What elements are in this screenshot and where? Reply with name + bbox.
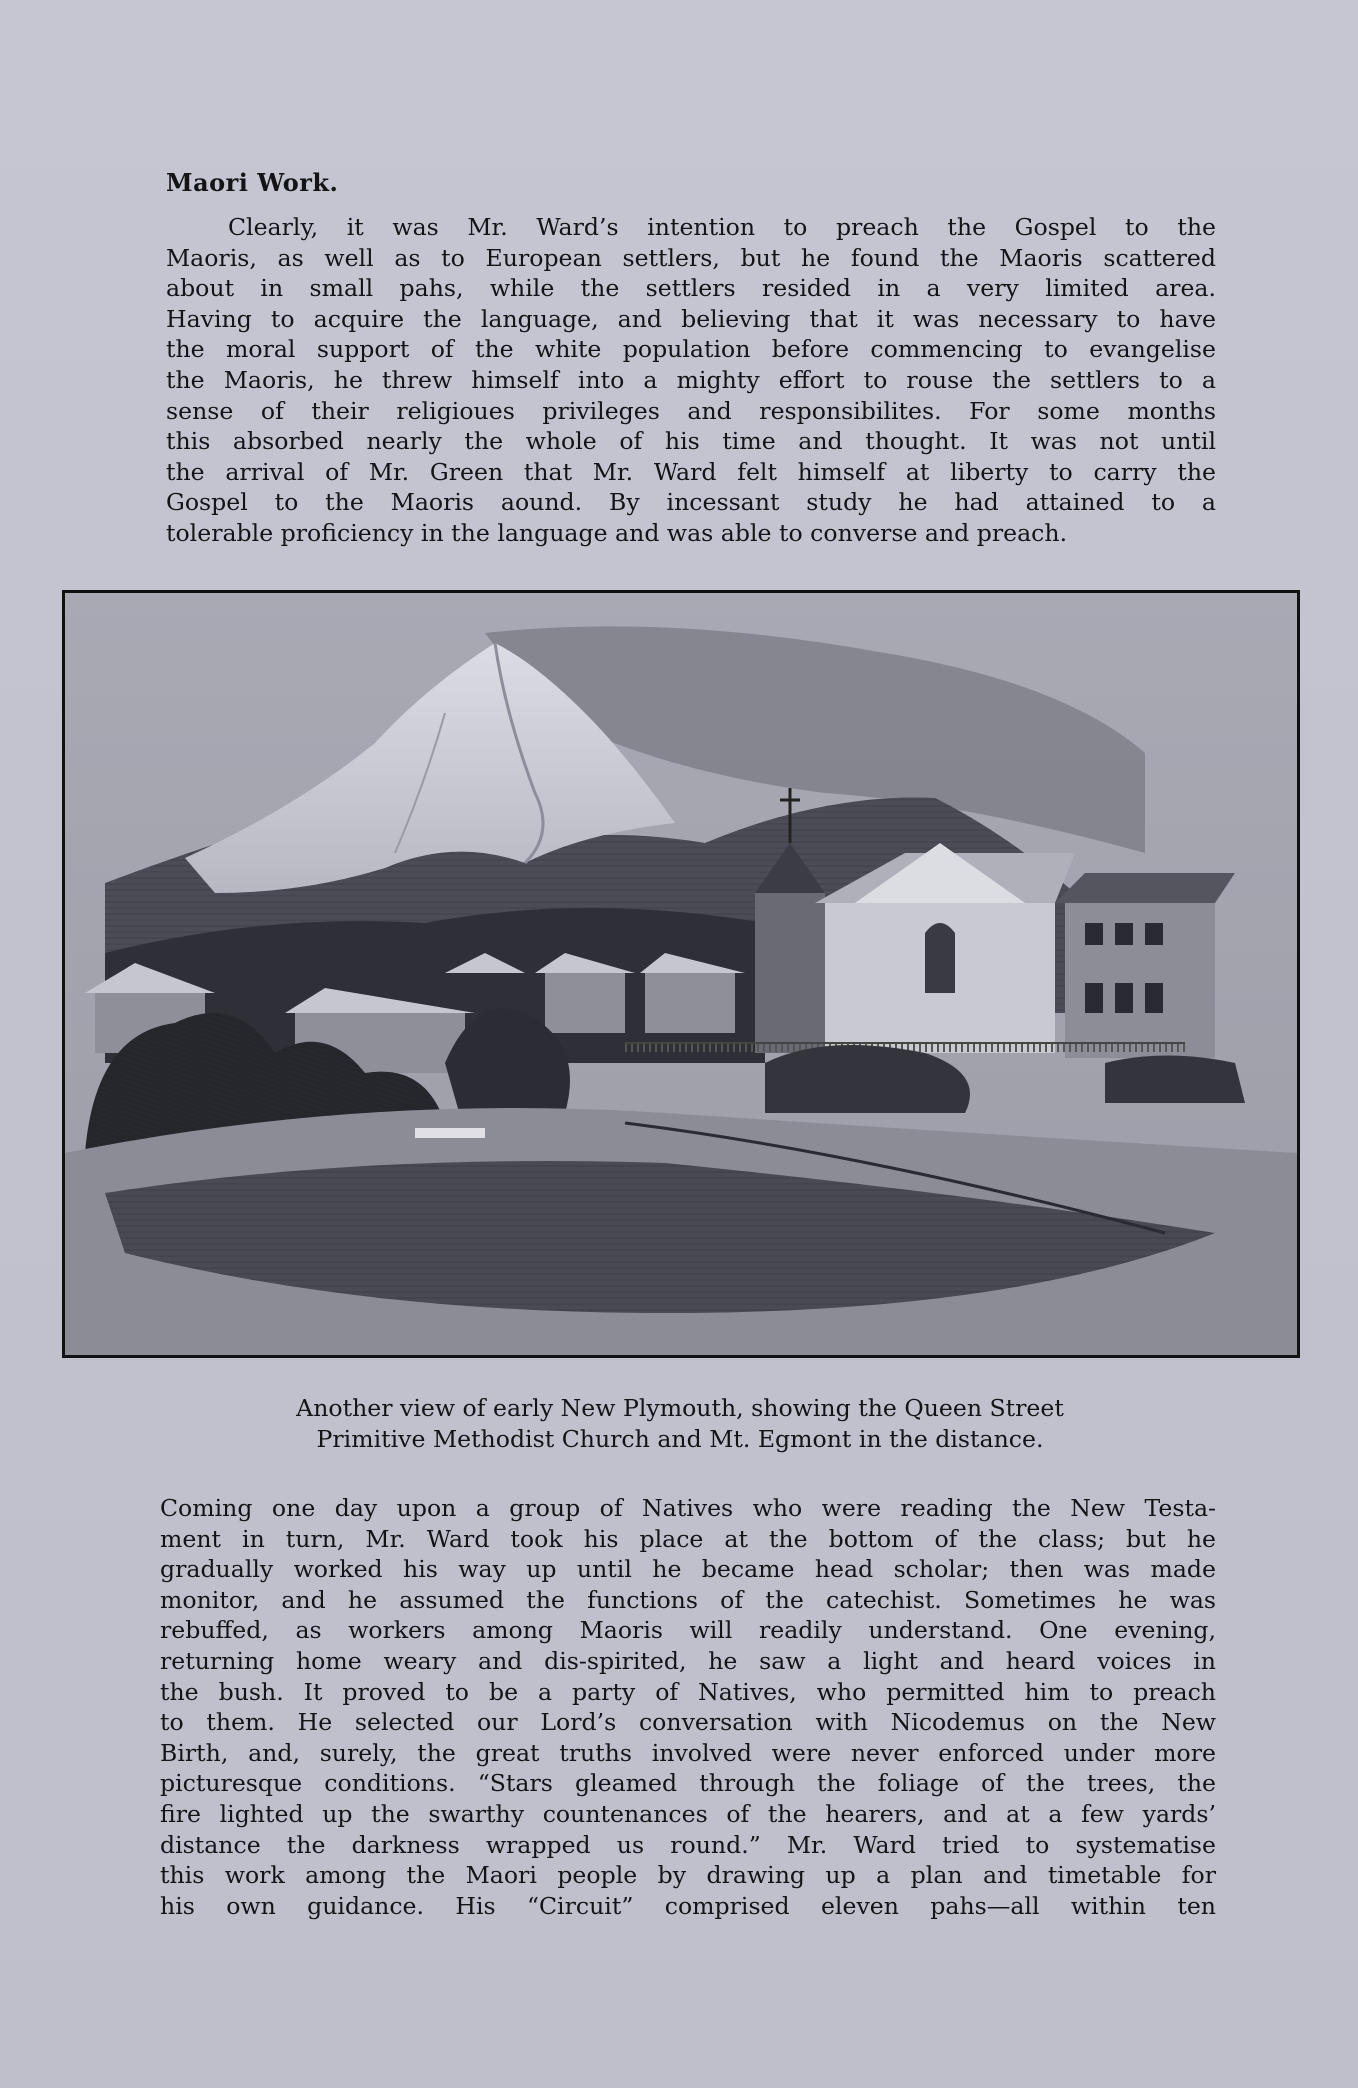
text-line: Gospel to the Maoris aound. By incessant study he had attained to a — [166, 488, 1216, 517]
text-line: ment in turn, Mr. Ward took his place at the bottom of the class; but he — [160, 1524, 1216, 1553]
text-line: the arrival of Mr. Green that Mr. Ward felt himself at liberty to carry the — [166, 457, 1216, 486]
text-line: fire lighted up the swarthy countenances of the hearers, and at a few yards’ — [160, 1799, 1216, 1828]
text-line: this work among the Maori people by drawing up a plan and timetable for — [160, 1861, 1216, 1890]
text-line: Clearly, it was Mr. Ward’s intention to preach the Gospel to the — [228, 213, 1216, 241]
text-line: his own guidance. His “Circuit” comprised eleven pahs—all within ten — [160, 1891, 1216, 1920]
house-right — [1055, 873, 1235, 1058]
text-line: the Maoris, he threw himself into a mighty effort to rouse the settlers to a — [166, 365, 1216, 394]
text-line: Having to acquire the language, and believing that it was necessary to have — [166, 304, 1216, 333]
text-line: the bush. It proved to be a party of Natives, who permitted him to preach — [160, 1677, 1216, 1706]
caption-line: Another view of early New Plymouth, showing the Queen Street — [296, 1394, 1064, 1422]
paragraph-natives — [160, 1493, 1216, 1921]
text-line: the moral support of the white population before commencing to evangelise — [166, 335, 1216, 364]
caption-line: Primitive Methodist Church and Mt. Egmont in the distance. — [316, 1424, 1044, 1453]
text-line: rebuffed, as workers among Maoris will readily understand. One evening, — [160, 1616, 1216, 1645]
section-heading: Maori Work. — [166, 168, 339, 197]
text-line: Coming one day upon a group of Natives who were reading the New Testa- — [160, 1494, 1216, 1522]
text-line: about in small pahs, while the settlers resided in a very limited area. — [166, 274, 1216, 303]
text-line: to them. He selected our Lord’s conversation with Nicodemus on the New — [160, 1708, 1216, 1737]
text-line: sense of their religioues privileges and responsibilites. For some months — [166, 396, 1216, 425]
engraving-new-plymouth — [62, 590, 1300, 1358]
text-line: returning home weary and dis-spirited, he saw a light and heard voices in — [160, 1646, 1216, 1675]
text-line: tolerable proficiency in the language and was able to converse and preach. — [166, 518, 1068, 547]
paragraph-maori-work — [166, 212, 1216, 549]
text-line: gradually worked his way up until he became head scholar; then was made — [160, 1555, 1216, 1584]
text-line: monitor, and he assumed the functions of the catechist. Sometimes he was — [160, 1585, 1216, 1614]
text-line: Maoris, as well as to European settlers, but he found the Maoris scattered — [166, 243, 1216, 272]
text-line: this absorbed nearly the whole of his time and thought. It was not until — [166, 427, 1216, 456]
text-line: distance the darkness wrapped us round.” Mr. Ward tried to systematise — [160, 1830, 1216, 1859]
text-line: picturesque conditions. “Stars gleamed through the foliage of the trees, the — [160, 1769, 1216, 1798]
text-line: Birth, and, surely, the great truths involved were never enforced under more — [160, 1738, 1216, 1767]
engraving-illustration — [65, 593, 1297, 1355]
figure-caption — [160, 1393, 1200, 1454]
